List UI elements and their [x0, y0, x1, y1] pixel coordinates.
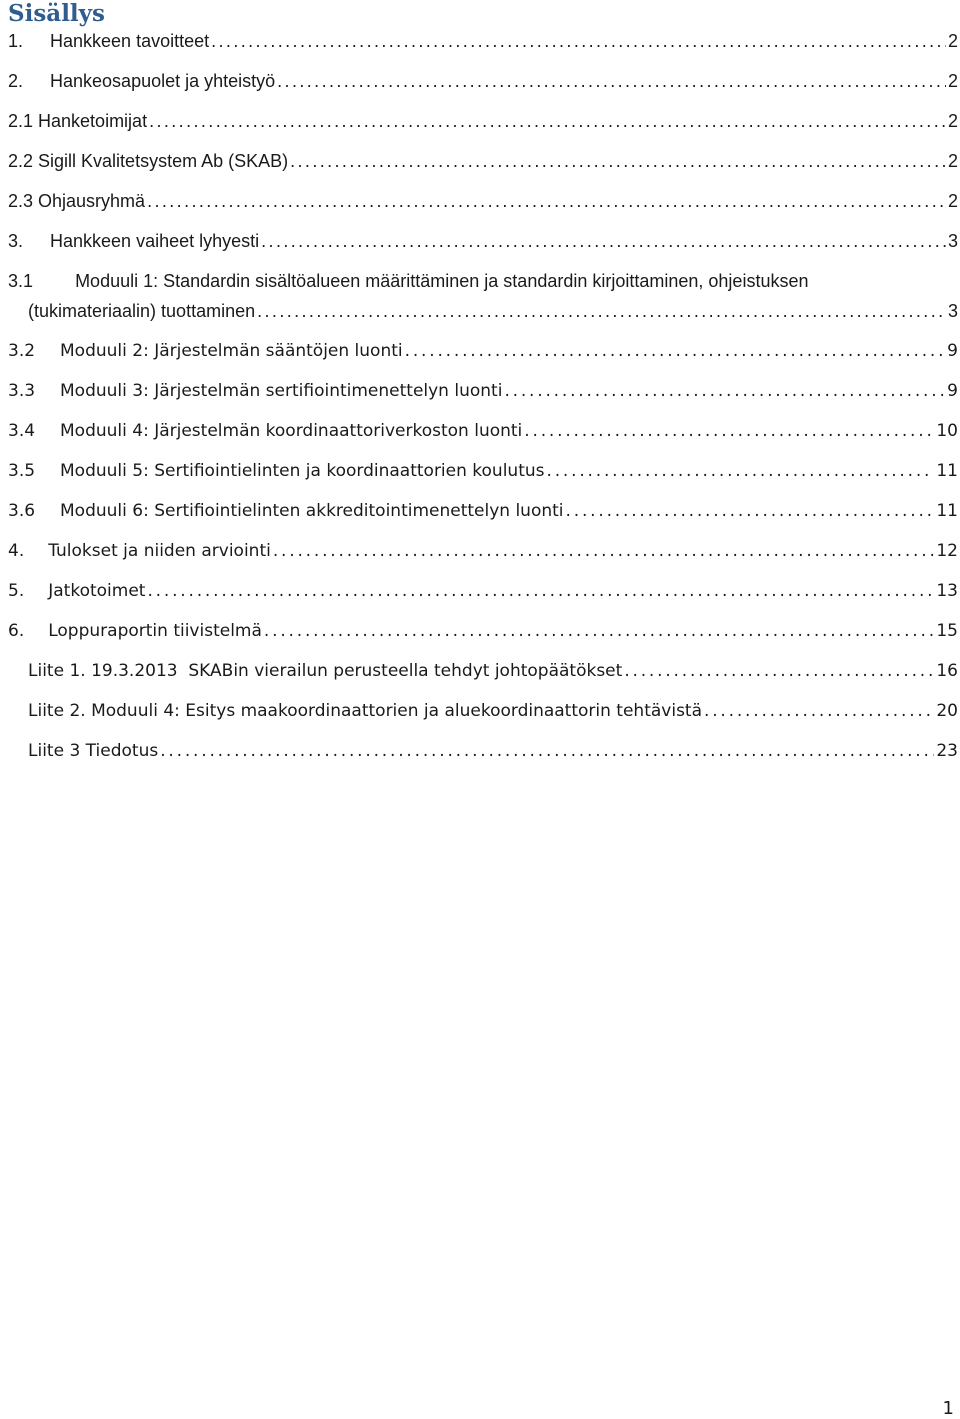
toc-entry-page: 23: [936, 741, 958, 761]
toc-entry-page: 9: [947, 341, 958, 361]
toc-entry-text: Moduuli 4: Järjestelmän koordinaattoriverkoston luonti: [60, 421, 523, 441]
toc-entry-page: 11: [936, 461, 958, 481]
toc-entry-page: 10: [936, 421, 958, 441]
toc-entry-number: 6.: [8, 621, 25, 641]
toc-entry-number: 3.4: [8, 421, 36, 441]
toc-entry-text: 2.3 Ohjausryhmä: [8, 191, 146, 211]
dot-leader: [149, 106, 946, 136]
toc-entry-page: 2: [947, 151, 958, 171]
toc-entry-page: 20: [936, 701, 958, 721]
toc-entry-2[interactable]: [0, 66, 958, 106]
toc-entry-3-1[interactable]: [0, 266, 958, 336]
dot-leader: [273, 536, 935, 566]
toc-entry-3-3[interactable]: [0, 376, 958, 416]
dot-leader: [704, 696, 934, 726]
toc-entry-page: 12: [936, 541, 958, 561]
dot-leader: [566, 496, 935, 526]
toc-entry-3-6[interactable]: [0, 496, 958, 536]
toc-entry-page: 2: [947, 71, 958, 91]
toc-entry-3-4[interactable]: [0, 416, 958, 456]
toc-entry-text: Moduuli 6: Sertifiointielinten akkreditointimenettelyn luonti: [60, 501, 564, 521]
toc-entry-number: 3.6: [8, 501, 36, 521]
dot-leader: [405, 336, 946, 366]
dot-leader: [504, 376, 945, 406]
toc-entry-text: 2.2 Sigill Kvalitetsystem Ab (SKAB): [8, 151, 289, 171]
toc-entry-page: 11: [936, 501, 958, 521]
dot-leader: [264, 616, 934, 646]
toc-entry-1[interactable]: [0, 26, 958, 66]
dot-leader: [147, 186, 946, 216]
toc-entry-number: 3.2: [8, 341, 36, 361]
toc-entry-liite-2[interactable]: [0, 696, 958, 736]
toc-entry-text: Moduuli 3: Järjestelmän sertifiointimenettelyn luonti: [60, 381, 503, 401]
toc-entry-text: Hankkeen vaiheet lyhyesti: [50, 231, 260, 251]
dot-leader: [211, 26, 946, 56]
toc-entry-text-line2: (tukimateriaalin) tuottaminen: [28, 301, 256, 321]
toc-entry-number: 2.: [8, 71, 24, 91]
toc-entry-2-1[interactable]: [0, 106, 958, 146]
dot-leader: [624, 656, 934, 686]
toc-entry-text: 2.1 Hanketoimijat: [8, 111, 148, 131]
dot-leader: [547, 456, 935, 486]
toc-entry-2-3[interactable]: [0, 186, 958, 226]
toc-entry-page: 3: [947, 301, 958, 321]
toc-entry-text: Moduuli 5: Sertifiointielinten ja koordinaattorien koulutus: [60, 461, 545, 481]
toc-entry-text: Moduuli 2: Järjestelmän sääntöjen luonti: [60, 341, 403, 361]
toc-entry-page: 3: [947, 231, 958, 251]
toc-entry-page: 15: [936, 621, 958, 641]
toc-entry-number: 3.: [8, 231, 24, 251]
toc-entry-number: 3.5: [8, 461, 36, 481]
dot-leader: [261, 226, 946, 256]
toc-entry-5[interactable]: [0, 576, 958, 616]
toc-entry-text: Loppuraportin tiivistelmä: [48, 621, 262, 641]
toc-entry-page: 2: [947, 191, 958, 211]
dot-leader: [257, 296, 946, 326]
dot-leader: [524, 416, 934, 446]
toc-entry-page: 16: [936, 661, 958, 681]
toc-entry-number: 4.: [8, 541, 25, 561]
toc-entry-6[interactable]: [0, 616, 958, 656]
toc-entry-4[interactable]: [0, 536, 958, 576]
dot-leader: [277, 66, 946, 96]
toc-entry-3-2[interactable]: [0, 336, 958, 376]
toc-entry-text: Liite 3 Tiedotus: [28, 741, 159, 761]
toc-entry-page: 13: [936, 581, 958, 601]
toc-entry-liite-1[interactable]: [0, 656, 958, 696]
toc-entry-text: Liite 1. 19.3.2013 SKABin vierailun perusteella tehdyt johtopäätökset: [28, 661, 623, 681]
dot-leader: [160, 736, 934, 766]
toc-entry-2-2[interactable]: [0, 146, 958, 186]
toc-entry-number: 3.1: [8, 271, 34, 291]
toc-entry-text: Jatkotoimet: [48, 581, 146, 601]
toc-title: Sisällys: [8, 0, 105, 27]
toc-entry-3[interactable]: [0, 226, 958, 266]
dot-leader: [147, 576, 934, 606]
toc-entry-page: 9: [947, 381, 958, 401]
toc-entry-number: 3.3: [8, 381, 36, 401]
toc-entry-text: Tulokset ja niiden arviointi: [48, 541, 271, 561]
toc-entry-text: Hankkeen tavoitteet: [50, 31, 210, 51]
page-number: 1: [942, 1398, 954, 1419]
toc-entry-page: 2: [947, 31, 958, 51]
toc-entry-text-line1: Moduuli 1: Standardin sisältöalueen määrittäminen ja standardin kirjoittaminen, ohjeistuksen: [75, 271, 809, 291]
toc-entry-page: 2: [947, 111, 958, 131]
dot-leader: [290, 146, 946, 176]
toc-entry-number: 1.: [8, 31, 24, 51]
toc-entry-3-5[interactable]: [0, 456, 958, 496]
toc-entry-number: 5.: [8, 581, 25, 601]
toc-entry-text: Liite 2. Moduuli 4: Esitys maakoordinaattorien ja aluekoordinaattorin tehtävistä: [28, 701, 703, 721]
table-of-contents: [0, 26, 960, 776]
toc-entry-text: Hankeosapuolet ja yhteistyö: [50, 71, 276, 91]
toc-entry-liite-3[interactable]: [0, 736, 958, 776]
